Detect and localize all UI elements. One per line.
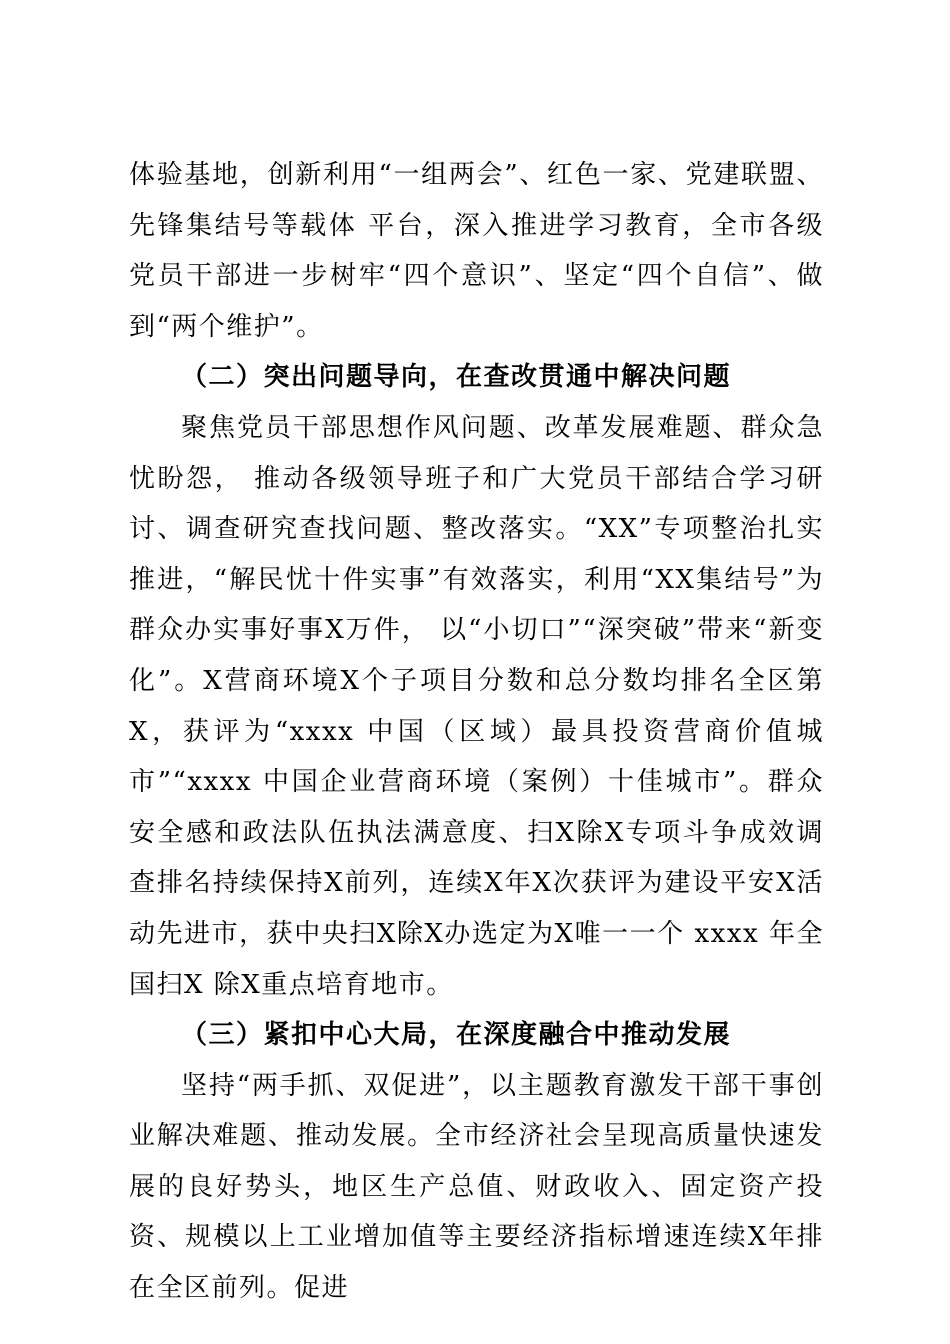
paragraph-continuation: 体验基地，创新利用“一组两会”、红色一家、党建联盟、先锋集结号等载体 平台，深入推进学习教育，全市各级党员干部进一步树牢“四个意识”、坚定“四个自信”、做到“两个维护”。 (129, 160, 824, 342)
section-heading-3: （三）紧扣中心大局，在深度融合中推动发展 (181, 1020, 732, 1051)
document-body (129, 150, 824, 1314)
paragraph-problem-orientation: 聚焦党员干部思想作风问题、改革发展难题、群众急忧盼怨， 推动各级领导班子和广大党员干部结合学习研讨、调查研究查找问题、整改落实。“XX”专项整治扎实推进，“解民忧十件实事”有效落实，利用“XX集结号”为群众办实事好事X万件， 以“小切口”“深突破”带来“新变化”。X营商环境X个子项目分数和总分数均排名全区第X，获评为“xxxx 中国（区域）最具投资营商价值城市”“xxxx 中国企业营商环境（案例）十佳城市”。群众安全感和政法队伍执法满意度、扫X除X专项斗争成效调查排名持续保持X前列，连续X年X次获评为建设平安X活动先进市，获中央扫X除X办选定为X唯一一个 xxxx 年全国扫X 除X重点培育地市。 (129, 412, 824, 1000)
section-heading-2: （二）突出问题导向，在查改贯通中解决问题 (181, 362, 732, 393)
paragraph-development: 坚持“两手抓、双促进”，以主题教育激发干部干事创业解决难题、推动发展。全市经济社会呈现高质量快速发展的良好势头，地区生产总值、财政收入、固定资产投资、规模以上工业增加值等主要经济指标增速连续X年排在全区前列。促进 (129, 1070, 824, 1304)
